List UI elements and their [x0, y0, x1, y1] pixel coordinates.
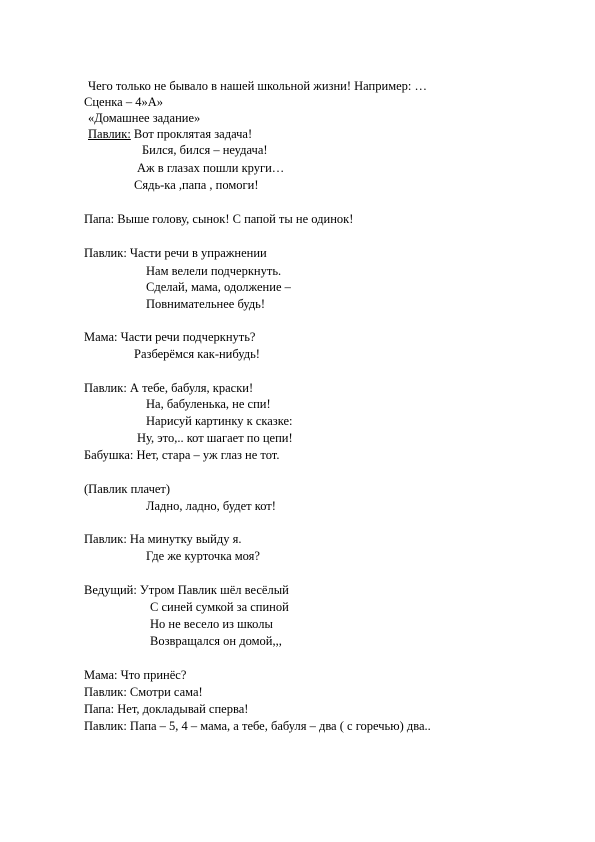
pavlik-speech-4: Павлик: На минутку выйду я. [84, 532, 242, 546]
verse-line: Бился, бился – неудача! [142, 143, 268, 157]
verse-line: Возвращался он домой,,, [150, 634, 282, 648]
verse-line: Разберёмся как-нибудь! [134, 347, 260, 361]
verse-line: На, бабуленька, не спи! [146, 397, 271, 411]
scene-heading: Сценка – 4»А» [84, 95, 163, 109]
verse-line: Где же курточка моя? [146, 549, 260, 563]
verse-line: Аж в глазах пошли круги… [137, 161, 285, 175]
vedushchiy-speech: Ведущий: Утром Павлик шёл весёлый [84, 583, 289, 597]
play-title: «Домашнее задание» [88, 111, 201, 125]
pavlik-speech-6: Павлик: Папа – 5, 4 – мама, а тебе, бабуля – два ( с горечью) два.. [84, 719, 431, 733]
verse-line: Ладно, ладно, будет кот! [146, 499, 276, 513]
intro-line: Чего только не бывало в нашей школьной жизни! Например: … [88, 79, 427, 93]
pavlik-speech-2: Павлик: Части речи в упражнении [84, 246, 267, 260]
papa-speech-2: Папа: Нет, докладывай сперва! [84, 702, 249, 716]
verse-line: Нам велели подчеркнуть. [146, 264, 282, 278]
verse-line: Но не весело из школы [150, 617, 273, 631]
verse-line: Сделай, мама, одолжение – [146, 280, 291, 294]
verse-line: Ну, это,.. кот шагает по цепи! [137, 431, 293, 445]
verse-line: Повнимательнее будь! [146, 297, 266, 311]
stage-remark: (Павлик плачет) [84, 482, 171, 496]
speech-text: Вот проклятая задача! [130, 127, 253, 141]
verse-line: С синей сумкой за спиной [150, 600, 289, 614]
pavlik-speech-3: Павлик: А тебе, бабуля, краски! [84, 381, 254, 395]
speaker-label: Павлик: [88, 127, 131, 141]
mama-speech-2: Мама: Что принёс? [84, 668, 187, 682]
pavlik-speech-5: Павлик: Смотри сама! [84, 685, 203, 699]
mama-speech-1: Мама: Части речи подчеркнуть? [84, 330, 256, 344]
babushka-speech-1: Бабушка: Нет, стара – уж глаз не тот. [84, 448, 280, 462]
verse-line: Сядь-ка ,папа , помоги! [134, 178, 259, 192]
pavlik-speech-1 [88, 126, 252, 142]
papa-speech-1: Папа: Выше голову, сынок! С папой ты не одинок! [84, 212, 354, 226]
verse-line: Нарисуй картинку к сказке: [146, 414, 293, 428]
